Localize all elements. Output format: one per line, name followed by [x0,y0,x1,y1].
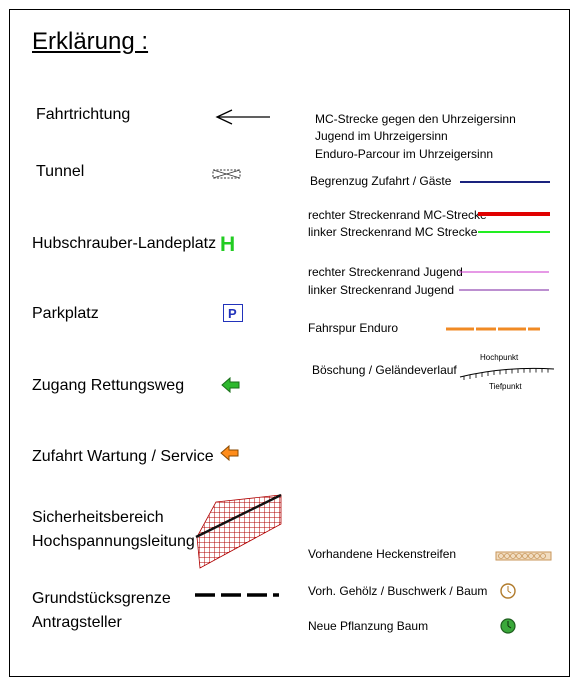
label-hochspannungsleitung: Hochspannungsleitung [32,533,195,550]
existing-tree-icon [499,582,517,600]
tunnel-icon [211,167,243,181]
hatched-area-icon [194,492,284,572]
parking-symbol: P [228,306,237,321]
note-mc-strecke: MC-Strecke gegen den Uhrzeigersinn [315,112,516,126]
label-gehoelz-buschwerk: Vorh. Gehölz / Buschwerk / Baum [308,584,488,598]
arrow-left-icon [214,108,272,126]
line-linker-rand-jugend [459,287,551,293]
line-begrenzung-zufahrt [460,178,552,186]
label-tunnel: Tunnel [36,163,85,180]
green-arrow-icon [221,377,241,393]
dashed-boundary-icon [193,589,283,601]
label-hubschrauber-landeplatz: Hubschrauber-Landeplatz [32,235,217,252]
label-neue-pflanzung-baum: Neue Pflanzung Baum [308,619,429,633]
label-zugang-rettungsweg: Zugang Rettungsweg [32,377,185,394]
orange-arrow-icon [220,445,240,461]
label-antragsteller: Antragsteller [32,614,122,631]
label-fahrspur-enduro: Fahrspur Enduro [308,321,399,335]
label-boeschung: Böschung / Geländeverlauf [312,363,457,377]
label-fahrtrichtung: Fahrtrichtung [36,106,131,123]
label-hochpunkt: Hochpunkt [480,353,519,362]
line-fahrspur-enduro [446,325,542,333]
embankment-icon [458,363,558,383]
label-zufahrt-wartung-service: Zufahrt Wartung / Service [32,448,214,465]
helipad-icon: H [220,233,236,256]
label-linker-rand-mc: linker Streckenrand MC Strecke [308,225,478,239]
label-linker-rand-jugend: linker Streckenrand Jugend [308,283,455,297]
note-enduro: Enduro-Parcour im Uhrzeigersinn [315,147,494,161]
line-rechter-rand-mc [478,210,552,218]
label-rechter-rand-mc: rechter Streckenrand MC-Strecke [308,208,487,222]
label-tiefpunkt: Tiefpunkt [489,382,522,391]
new-tree-icon [499,617,517,635]
parking-icon [223,304,243,322]
line-rechter-rand-jugend [459,269,551,275]
label-heckenstreifen: Vorhandene Heckenstreifen [308,547,457,561]
label-sicherheitsbereich: Sicherheitsbereich [32,509,164,526]
line-linker-rand-mc [478,228,552,236]
label-grundstuecksgrenze: Grundstücksgrenze [32,590,171,607]
label-rechter-rand-jugend: rechter Streckenrand Jugend [308,265,463,279]
legend-title: Erklärung : [32,28,149,55]
note-jugend: Jugend im Uhrzeigersinn [315,129,448,143]
hedge-strip-icon [495,550,553,562]
label-begrenzung-zufahrt: Begrenzug Zufahrt / Gäste [310,174,452,188]
label-parkplatz: Parkplatz [32,305,99,322]
